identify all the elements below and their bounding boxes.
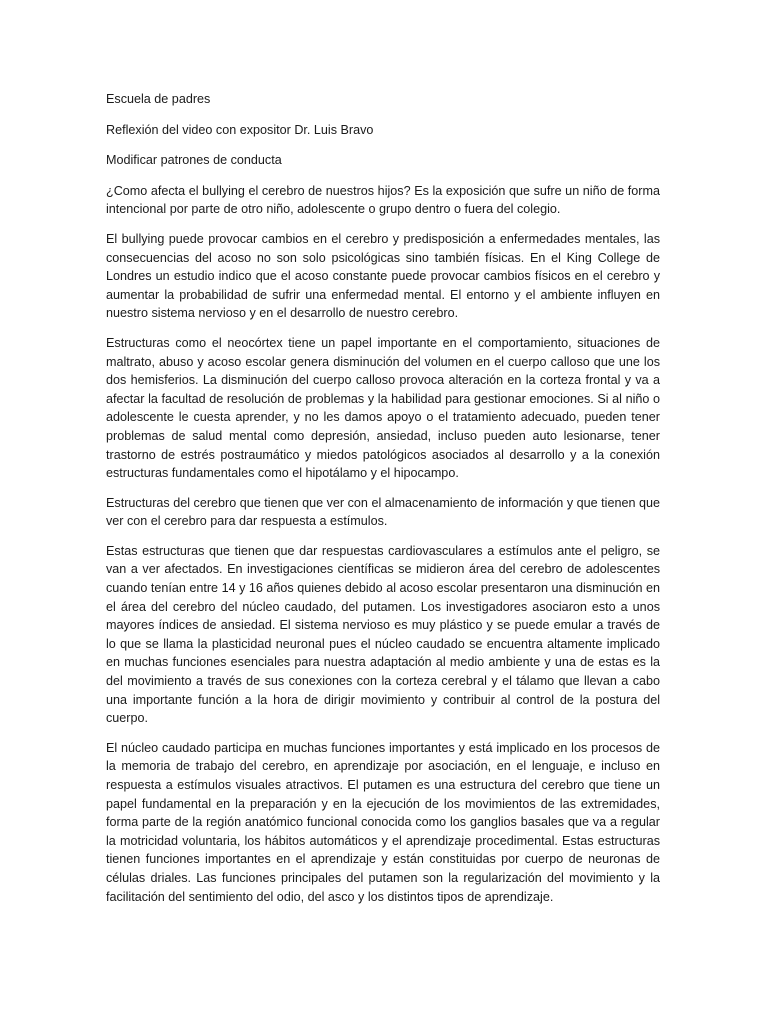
school-title: Escuela de padres bbox=[106, 92, 211, 106]
video-reflection-title: Reflexión del video con expositor Dr. Luis Bravo bbox=[106, 122, 374, 137]
topic-title: Modificar patrones de conducta bbox=[106, 153, 282, 168]
paragraph-caudate-putamen: El núcleo caudado participa en muchas funciones importantes y está implicado en los procesos de la memoria de trabajo del cerebro, en aprendizaje por asociación, en el lenguaje, e incluso en respuesta a estímulos visuales atractivos. El putamen es una estructura del cerebro que tiene un papel fundamental en la preparación y en la ejecución de los movimientos de las extremidades, forma parte de la región anatómico funcional conocida como los ganglios basales que va a regular la motricidad voluntaria, los hábitos automáticos y el aprendizaje procedimental. Estas estructuras tienen funciones importantes en el aprendizaje y están constituidas por cuerpo de neuronas de células driales. Las funciones principales del putamen son la regularización del movimiento y la facilitación del sentimiento del odio, del asco y los distintos tipos de aprendizaje. bbox=[106, 740, 660, 904]
paragraph-intro: ¿Como afecta el bullying el cerebro de nuestros hijos? Es la exposición que sufre un niño de forma intencional por parte de otro niño, adolescente o grupo dentro o fuera del colegio. bbox=[106, 183, 660, 217]
paragraph-neocortex: Estructuras como el neocórtex tiene un papel importante en el comportamiento, situaciones de maltrato, abuso y acoso escolar genera disminución del volumen en el cuerpo calloso que une los dos hemisferios. La disminución del cuerpo calloso provoca alteración en la corteza frontal y va a afectar la facultad de resolución de problemas y la habilidad para gestionar emociones. Si al niño o adolescente le cuesta aprender, y no les damos apoyo o el tratamiento adecuado, pueden tener problemas de salud mental como depresión, ansiedad, incluso pueden auto lesionarse, tener trastorno de estrés postraumático y miedos patológicos asociados al desarrollo y a la conexión estructuras fundamentales como el hipotálamo y el hipocampo. bbox=[106, 335, 660, 481]
document-page bbox=[106, 90, 660, 917]
paragraph-bullying-effects: El bullying puede provocar cambios en el cerebro y predisposición a enfermedades mentales, las consecuencias del acoso no son solo psicológicas sino también físicas. En el King College de Londres un estudio indico que el acoso constante puede provocar cambios físicos en el cerebro y aumentar la probabilidad de sufrir una enfermedad mental. El entorno y el ambiente influyen en nuestro sistema nervioso y en el desarrollo de nuestro cerebro. bbox=[106, 231, 660, 321]
paragraph-research: Estas estructuras que tienen que dar respuestas cardiovasculares a estímulos ante el peligro, se van a ver afectados. En investigaciones científicas se midieron área del cerebro de adolescentes cuando tenían entre 14 y 16 años quienes debido al acoso escolar presentaron una disminución en el área del cerebro del núcleo caudado, del putamen. Los investigadores asociaron esto a unos mayores índices de ansiedad. El sistema nervioso es muy plástico y se puede emular a través de lo que se llama la plasticidad neuronal pues el núcleo caudado se encuentra altamente implicado en muchas funciones esenciales para nuestra adaptación al medio ambiente y una de estas es la del movimiento a través de sus conexiones con la corteza cerebral y el tálamo que llevan a cabo una importante función a la hora de dirigir movimiento y contribuir al control de la postura del cuerpo. bbox=[106, 543, 660, 726]
paragraph-brain-structures: Estructuras del cerebro que tienen que ver con el almacenamiento de información y que tienen que ver con el cerebro para dar respuesta a estímulos. bbox=[106, 495, 660, 529]
